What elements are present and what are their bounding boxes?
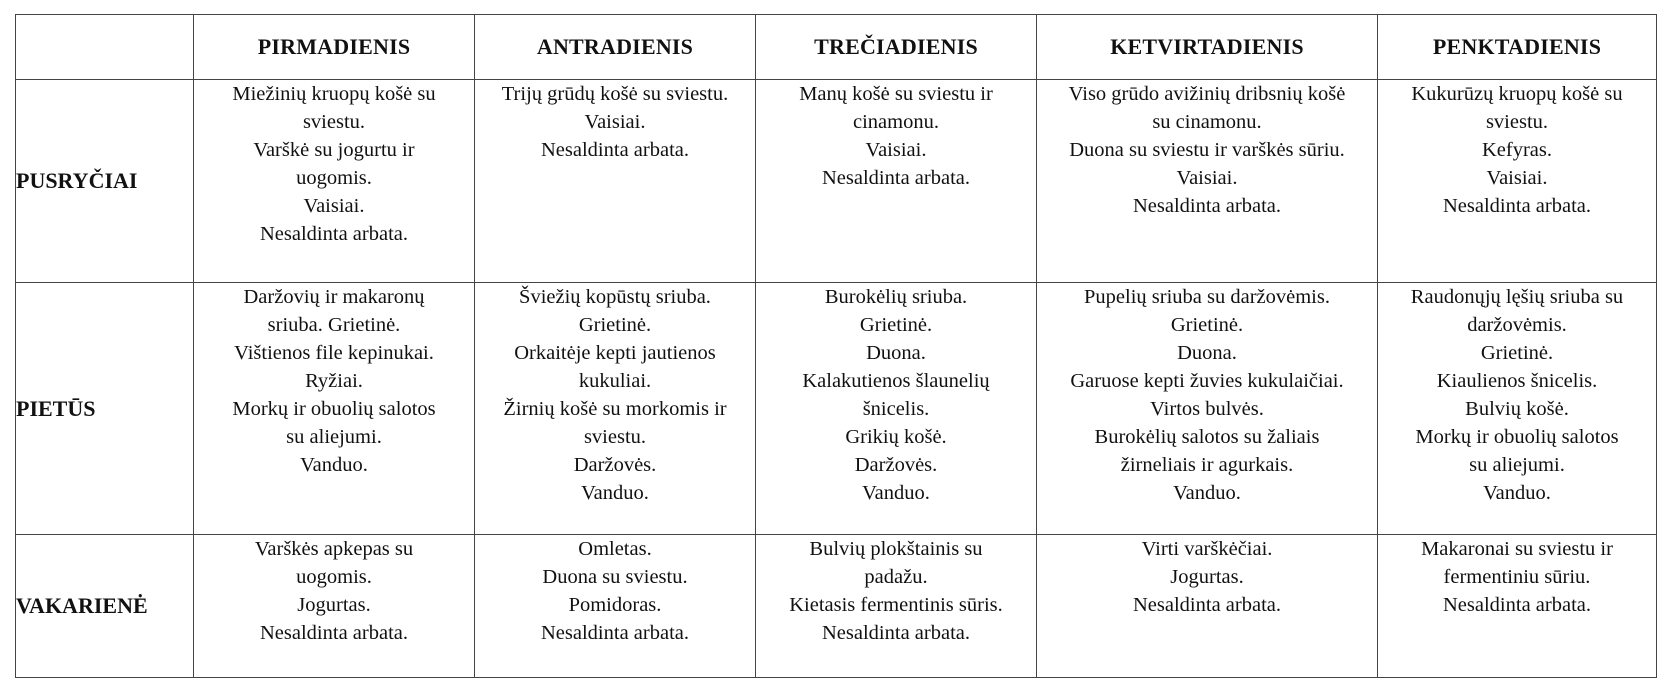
menu-line: su aliejumi. <box>286 426 382 448</box>
day-header-friday: PENKTADIENIS <box>1378 15 1657 80</box>
menu-line: fermentiniu sūriu. <box>1443 566 1591 588</box>
menu-cell <box>1378 80 1657 283</box>
menu-line: sviestu. <box>583 426 647 448</box>
menu-line: Bulvių košė. <box>1465 398 1569 420</box>
menu-cell <box>756 535 1037 678</box>
menu-line: Nesaldinta arbata. <box>541 622 689 644</box>
menu-line: Kiaulienos šnicelis. <box>1436 370 1598 392</box>
menu-line: Vanduo. <box>1173 482 1241 504</box>
menu-line: Nesaldinta arbata. <box>1443 594 1591 616</box>
menu-line: Daržovių ir makaronų <box>243 286 425 308</box>
menu-line: Grietinė. <box>578 314 652 336</box>
menu-line: Virtos bulvės. <box>1150 398 1264 420</box>
menu-line: Virti varškėčiai. <box>1141 538 1273 560</box>
menu-line: Ryžiai. <box>305 370 363 392</box>
menu-cell <box>1378 283 1657 535</box>
menu-line: Duona. <box>866 342 926 364</box>
menu-line: Grietinė. <box>1170 314 1244 336</box>
menu-line: Duona. <box>1177 342 1237 364</box>
menu-cell <box>756 80 1037 283</box>
menu-line: Šviežių kopūstų sriuba. <box>519 286 711 308</box>
day-header-monday: PIRMADIENIS <box>194 15 475 80</box>
menu-line: Pupelių sriuba su daržovėmis. <box>1084 286 1330 308</box>
meal-row-breakfast <box>16 80 1657 283</box>
menu-line: Vanduo. <box>862 482 930 504</box>
menu-line: daržovėmis. <box>1467 314 1567 336</box>
day-header-thursday: KETVIRTADIENIS <box>1037 15 1378 80</box>
menu-line: Miežinių kruopų košė su <box>232 83 436 105</box>
menu-line: Vištienos file kepinukai. <box>234 342 434 364</box>
menu-line: Kefyras. <box>1481 139 1552 161</box>
meal-label-dinner: VAKARIENĖ <box>16 535 194 678</box>
menu-cell <box>1378 535 1657 678</box>
menu-line: Garuose kepti žuvies kukulaičiai. <box>1070 370 1344 392</box>
meal-label-breakfast: PUSRYČIAI <box>16 80 194 283</box>
menu-cell <box>194 283 475 535</box>
meal-row-dinner <box>16 535 1657 678</box>
menu-line: Nesaldinta arbata. <box>1443 195 1591 217</box>
menu-line: Vaisiai. <box>865 139 927 161</box>
menu-line: Grietinė. <box>859 314 933 336</box>
menu-line: Duona su sviestu. <box>542 566 688 588</box>
menu-line: šnicelis. <box>862 398 930 420</box>
menu-line: Vanduo. <box>1483 482 1551 504</box>
menu-line: Nesaldinta arbata. <box>822 622 970 644</box>
menu-cell <box>475 80 756 283</box>
menu-line: Varškė su jogurtu ir <box>253 139 415 161</box>
menu-line: Pomidoras. <box>568 594 662 616</box>
day-header-wednesday: TREČIADIENIS <box>756 15 1037 80</box>
menu-line: Kalakutienos šlaunelių <box>802 370 990 392</box>
menu-cell <box>1037 535 1378 678</box>
menu-line: Grietinė. <box>1480 342 1554 364</box>
menu-line: su aliejumi. <box>1469 454 1565 476</box>
header-row <box>16 15 1657 80</box>
menu-line: Morkų ir obuolių salotos <box>232 398 436 420</box>
menu-line: Grikių košė. <box>845 426 947 448</box>
menu-line: uogomis. <box>296 167 372 189</box>
menu-line: padažu. <box>864 566 928 588</box>
menu-line: Manų košė su sviestu ir <box>799 83 993 105</box>
menu-cell <box>1037 80 1378 283</box>
weekly-menu-table <box>15 14 1657 678</box>
menu-line: Burokėlių salotos su žaliais <box>1094 426 1320 448</box>
menu-line: Vanduo. <box>581 482 649 504</box>
menu-line: Trijų grūdų košė su sviestu. <box>501 83 729 105</box>
menu-line: Nesaldinta arbata. <box>1133 195 1281 217</box>
menu-line: Raudonųjų lęšių sriuba su <box>1410 286 1624 308</box>
menu-cell <box>194 535 475 678</box>
menu-line: Morkų ir obuolių salotos <box>1415 426 1619 448</box>
meal-label-lunch: PIETŪS <box>16 283 194 535</box>
menu-line: Nesaldinta arbata. <box>260 223 408 245</box>
menu-line: Makaronai su sviestu ir <box>1421 538 1613 560</box>
menu-line: Vaisiai. <box>1486 167 1548 189</box>
menu-line: Kukurūzų kruopų košė su <box>1411 83 1623 105</box>
menu-line: kukuliai. <box>578 370 652 392</box>
menu-cell <box>1037 283 1378 535</box>
menu-line: Duona su sviestu ir varškės sūriu. <box>1069 139 1345 161</box>
menu-line: sriuba. Grietinė. <box>267 314 401 336</box>
menu-line: Bulvių plokštainis su <box>809 538 983 560</box>
menu-line: Jogurtas. <box>297 594 371 616</box>
menu-line: Omletas. <box>578 538 652 560</box>
menu-line: Vaisiai. <box>1176 167 1238 189</box>
menu-cell <box>475 283 756 535</box>
menu-line: Orkaitėje kepti jautienos <box>514 342 716 364</box>
menu-line: Nesaldinta arbata. <box>541 139 689 161</box>
menu-line: Nesaldinta arbata. <box>260 622 408 644</box>
menu-line: Daržovės. <box>573 454 657 476</box>
menu-line: Varškės apkepas su <box>254 538 414 560</box>
menu-line: Nesaldinta arbata. <box>822 167 970 189</box>
menu-line: su cinamonu. <box>1152 111 1262 133</box>
menu-line: Viso grūdo avižinių dribsnių košė <box>1068 83 1346 105</box>
menu-cell <box>194 80 475 283</box>
day-header-tuesday: ANTRADIENIS <box>475 15 756 80</box>
menu-line: Vanduo. <box>300 454 368 476</box>
menu-line: sviestu. <box>302 111 366 133</box>
menu-line: Žirnių košė su morkomis ir <box>503 398 727 420</box>
menu-line: sviestu. <box>1485 111 1549 133</box>
menu-line: Kietasis fermentinis sūris. <box>789 594 1003 616</box>
meal-row-lunch <box>16 283 1657 535</box>
corner-cell <box>16 15 194 80</box>
menu-line: Daržovės. <box>854 454 938 476</box>
menu-line: Vaisiai. <box>584 111 646 133</box>
menu-line: cinamonu. <box>853 111 939 133</box>
menu-line: Nesaldinta arbata. <box>1133 594 1281 616</box>
menu-cell <box>756 283 1037 535</box>
menu-line: žirneliais ir agurkais. <box>1120 454 1294 476</box>
menu-cell <box>475 535 756 678</box>
menu-line: Burokėlių sriuba. <box>824 286 968 308</box>
menu-line: Vaisiai. <box>303 195 365 217</box>
menu-line: Jogurtas. <box>1170 566 1244 588</box>
menu-line: uogomis. <box>296 566 372 588</box>
